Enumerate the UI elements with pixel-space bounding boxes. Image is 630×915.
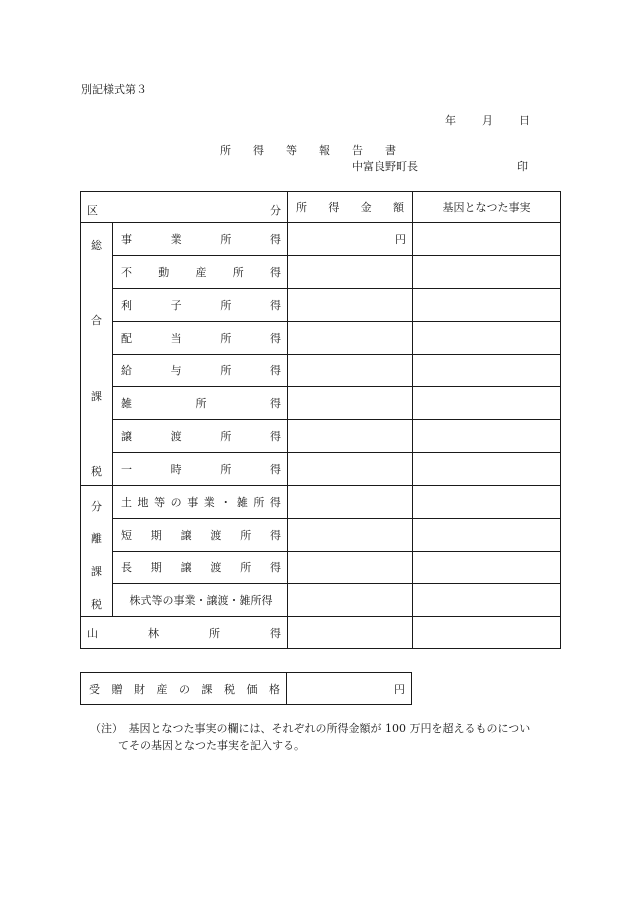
row-label (113, 453, 288, 486)
label-char: 産 (156, 682, 168, 696)
basis-cell[interactable] (413, 387, 561, 420)
title-char: 得 (253, 144, 264, 157)
row-label (113, 551, 288, 584)
label-char: 事 (121, 232, 132, 246)
row-label (113, 420, 288, 453)
label-char: 不 (121, 265, 132, 279)
title-char: 等 (286, 144, 297, 157)
basis-cell[interactable] (413, 551, 561, 584)
label-char: 林 (148, 626, 159, 640)
row-label (113, 321, 288, 354)
label-char: 事 (187, 495, 199, 509)
group-label-char: 合 (91, 314, 102, 327)
row-label-forestry (81, 617, 288, 649)
table-row (81, 387, 561, 420)
row-label (113, 255, 288, 288)
group-label-char: 総 (91, 239, 102, 252)
label-char: 得 (269, 495, 281, 509)
amount-cell[interactable] (288, 288, 413, 321)
amount-cell[interactable] (288, 223, 413, 256)
label-char: 一 (121, 463, 132, 477)
basis-cell[interactable] (413, 223, 561, 256)
row-label (113, 584, 288, 617)
amount-cell[interactable] (288, 255, 413, 288)
title-char: 告 (352, 144, 363, 157)
amount-cell[interactable] (288, 387, 413, 420)
header-amount-char: 金 (360, 201, 372, 214)
gift-label (81, 673, 287, 705)
basis-cell[interactable] (413, 354, 561, 387)
label-char: 雑 (236, 495, 248, 509)
label-char: 子 (170, 298, 182, 312)
label-char: 所 (220, 463, 232, 477)
label-char: 渡 (210, 528, 222, 542)
yen-unit: 円 (394, 682, 405, 696)
label-char: 所 (220, 232, 232, 246)
row-label (113, 518, 288, 551)
label-char: 所 (220, 298, 232, 312)
group-label-char: 課 (91, 565, 102, 578)
label-char: 山 (87, 626, 98, 640)
table-row (81, 617, 561, 649)
amount-cell[interactable] (288, 486, 413, 519)
date-month: 月 (482, 114, 493, 127)
label-char: 譲 (180, 561, 192, 575)
table-row (81, 255, 561, 288)
table-row (81, 223, 561, 256)
row-label (113, 223, 288, 256)
label-char: 課 (201, 682, 213, 696)
label-char: 得 (269, 528, 281, 542)
label-char: 期 (150, 528, 162, 542)
page-title (220, 145, 418, 156)
label-char: 所 (195, 397, 207, 411)
label-char: 産 (195, 265, 207, 279)
separate-taxation-group (81, 486, 113, 617)
basis-cell[interactable] (413, 321, 561, 354)
title-char: 所 (220, 144, 231, 157)
header-amount-char: 得 (328, 201, 340, 214)
label-char: ・ (220, 495, 232, 509)
row-label (113, 387, 288, 420)
label-char: 得 (269, 463, 281, 477)
header-basis: 基因となつた事実 (413, 192, 561, 223)
header-amount-char: 所 (296, 201, 307, 214)
label-char: の (179, 682, 190, 696)
note-line-1: （注） 基因となつた事実の欄には、それぞれの所得金額が 100 万円を超えるものについ (90, 722, 531, 735)
label-char: 業 (170, 232, 182, 246)
basis-cell[interactable] (413, 255, 561, 288)
label-char: 等 (154, 495, 166, 509)
amount-cell[interactable] (288, 617, 413, 649)
label-char: 所 (240, 561, 252, 575)
label-char: 得 (269, 331, 281, 345)
label-char: 動 (158, 265, 170, 279)
table-row (81, 584, 561, 617)
label-char: 利 (121, 298, 132, 312)
label-char: 渡 (170, 430, 182, 444)
seal-mark: 印 (517, 160, 528, 173)
date-day: 日 (519, 114, 530, 127)
basis-cell[interactable] (413, 584, 561, 617)
label-char: 得 (269, 430, 281, 444)
label-char: 雑 (121, 397, 132, 411)
table-header-row (81, 192, 561, 223)
header-category (81, 192, 288, 223)
gift-table (80, 672, 412, 705)
label-char: 業 (203, 495, 215, 509)
label-char: 受 (89, 682, 100, 696)
row-label (113, 486, 288, 519)
date-year: 年 (445, 114, 456, 127)
basis-cell[interactable] (413, 518, 561, 551)
header-category-right: 分 (270, 204, 281, 217)
label-char: 得 (269, 232, 281, 246)
group-label-char: 課 (91, 390, 102, 403)
label-char: 配 (121, 331, 132, 345)
label-char: 土 (121, 495, 132, 509)
label-char: 得 (270, 265, 281, 279)
row-label (113, 354, 288, 387)
label-char: 得 (270, 626, 281, 640)
label-char: 得 (270, 397, 281, 411)
table-row (81, 420, 561, 453)
label-char: 与 (170, 364, 182, 378)
date-line (445, 115, 530, 126)
label-char: 給 (121, 364, 132, 378)
label-char: 得 (269, 561, 281, 575)
header-amount (288, 192, 413, 223)
yen-unit: 円 (395, 232, 406, 246)
amount-cell[interactable] (288, 584, 413, 617)
table-row (81, 551, 561, 584)
label-char: 譲 (180, 528, 192, 542)
amount-cell[interactable] (288, 321, 413, 354)
label-char: 所 (232, 265, 244, 279)
table-row (81, 288, 561, 321)
label-char: 所 (209, 626, 220, 640)
label-char: 贈 (111, 682, 123, 696)
gift-amount-cell[interactable] (287, 673, 412, 705)
recipient: 中富良野町長 (352, 160, 418, 173)
label-char: 得 (269, 364, 281, 378)
basis-cell[interactable] (413, 486, 561, 519)
group-label-char: 離 (91, 532, 102, 545)
label-char: 得 (269, 298, 281, 312)
row-label (113, 288, 288, 321)
basis-cell[interactable] (413, 288, 561, 321)
table-row (81, 486, 561, 519)
table-row (81, 453, 561, 486)
group-label-char: 税 (91, 465, 102, 478)
label-char: 財 (134, 682, 145, 696)
income-table (80, 191, 561, 649)
label-char: 渡 (210, 561, 222, 575)
label-char: 時 (170, 463, 182, 477)
group-label-char: 税 (91, 598, 102, 611)
amount-cell[interactable] (288, 518, 413, 551)
note-line-2: てその基因となつた事実を記入する。 (118, 739, 305, 752)
label-char: 税 (224, 682, 235, 696)
label-char: 当 (170, 331, 182, 345)
header-amount-char: 額 (392, 201, 404, 214)
label-char: 地 (137, 495, 149, 509)
title-char: 書 (385, 144, 396, 157)
basis-cell[interactable] (413, 617, 561, 649)
table-row (81, 321, 561, 354)
title-char: 報 (319, 144, 330, 157)
label-char: 長 (121, 561, 132, 575)
label-char: 所 (220, 364, 232, 378)
label-char: 譲 (121, 430, 132, 444)
general-taxation-group (81, 223, 113, 486)
amount-cell[interactable] (288, 420, 413, 453)
label-char: 所 (220, 430, 232, 444)
basis-cell[interactable] (413, 453, 561, 486)
label-text: 株式等の事業・譲渡・雑所得 (129, 594, 273, 608)
header-category-left: 区 (87, 204, 98, 217)
label-char: 所 (240, 528, 252, 542)
label-char: 期 (150, 561, 162, 575)
amount-cell[interactable] (288, 453, 413, 486)
basis-cell[interactable] (413, 420, 561, 453)
table-row (81, 518, 561, 551)
label-char: 所 (220, 331, 232, 345)
label-char: 短 (121, 528, 132, 542)
label-char: 価 (246, 682, 258, 696)
label-char: 格 (269, 682, 280, 696)
label-char: 所 (253, 495, 265, 509)
group-label-char: 分 (91, 500, 102, 513)
table-row (81, 354, 561, 387)
amount-cell[interactable] (288, 354, 413, 387)
form-number: 別記様式第３ (81, 83, 147, 96)
amount-cell[interactable] (288, 551, 413, 584)
label-char: の (170, 495, 182, 509)
